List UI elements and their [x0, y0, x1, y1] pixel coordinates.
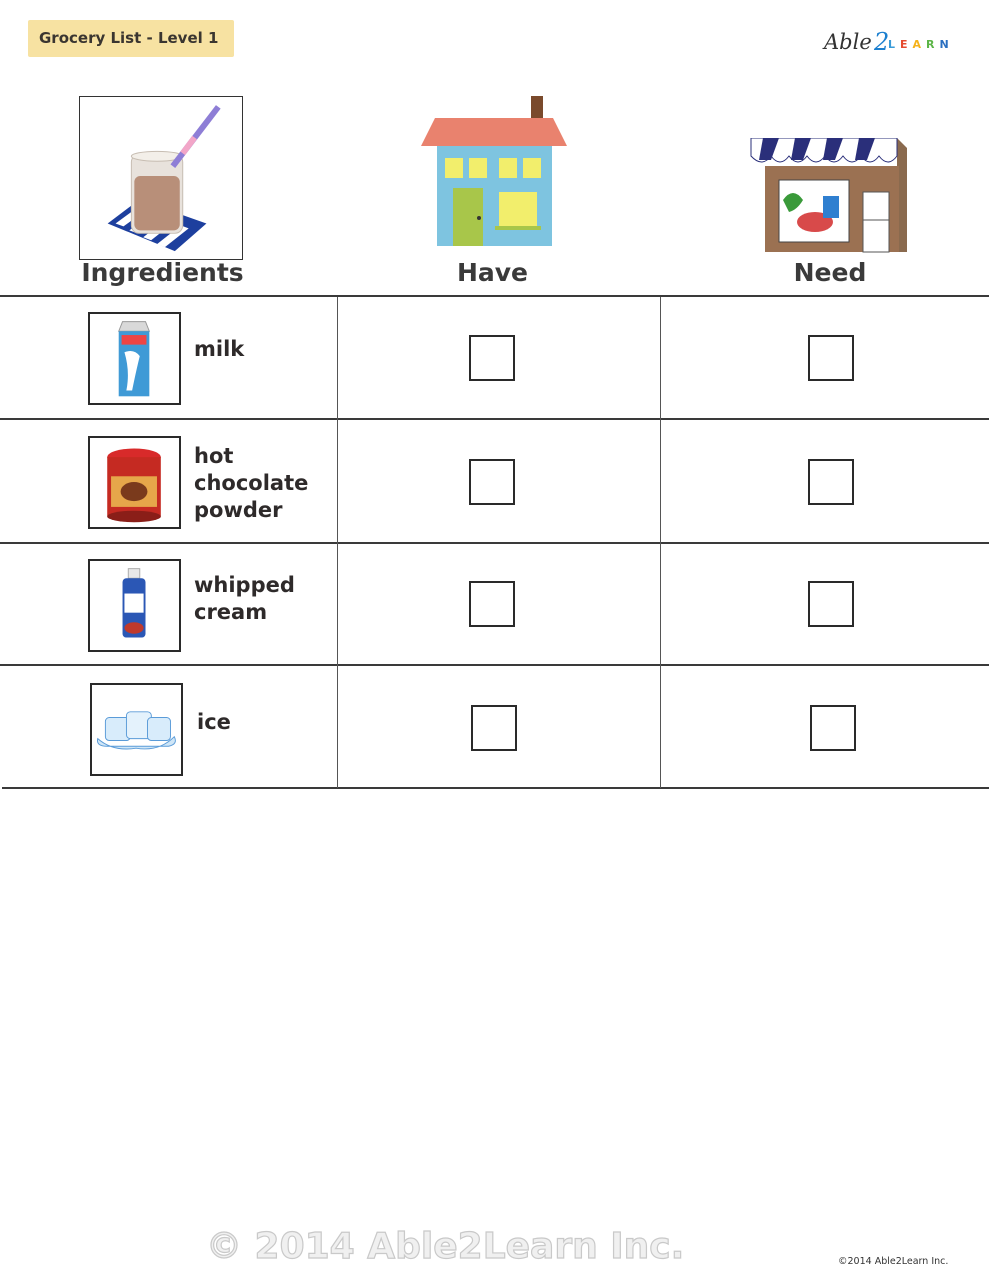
column-divider [337, 297, 338, 788]
have-checkbox[interactable] [469, 335, 515, 381]
house-icon [419, 96, 569, 248]
need-checkbox[interactable] [808, 335, 854, 381]
have-checkbox[interactable] [469, 581, 515, 627]
ingredient-name: ice [197, 710, 231, 734]
row-divider [0, 418, 989, 420]
logo-able-text: Able [824, 30, 872, 54]
ingredient-name: hot chocolate powder [194, 444, 309, 522]
column-header-need: Need [793, 258, 867, 287]
logo-learn-text: LEARN [888, 38, 954, 51]
whipped-cream-can-icon [88, 559, 181, 652]
table-top-rule [0, 295, 989, 297]
copyright-watermark: © 2014 Able2Learn Inc. [206, 1226, 685, 1267]
have-checkbox[interactable] [471, 705, 517, 751]
logo-two-text: 2 [874, 28, 890, 56]
row-divider [0, 664, 989, 666]
column-header-have: Have [456, 258, 529, 287]
ice-cubes-icon [90, 683, 183, 776]
need-checkbox[interactable] [808, 459, 854, 505]
need-checkbox[interactable] [808, 581, 854, 627]
row-divider [0, 542, 989, 544]
chocolate-milk-glass-icon [79, 96, 243, 260]
need-checkbox[interactable] [810, 705, 856, 751]
copyright-notice: ©2014 Able2Learn Inc. [838, 1256, 949, 1267]
ingredient-name: whipped cream [194, 573, 295, 624]
grocery-store-icon [749, 138, 909, 254]
have-checkbox[interactable] [469, 459, 515, 505]
hot-chocolate-canister-icon [88, 436, 181, 529]
worksheet-title-badge: Grocery List - Level 1 [28, 20, 234, 57]
milk-carton-icon [88, 312, 181, 405]
column-header-ingredients: Ingredients [81, 258, 244, 287]
ingredient-name: milk [194, 337, 245, 361]
able2learn-logo [824, 28, 956, 62]
column-divider [660, 297, 661, 788]
table-bottom-rule [2, 787, 989, 789]
